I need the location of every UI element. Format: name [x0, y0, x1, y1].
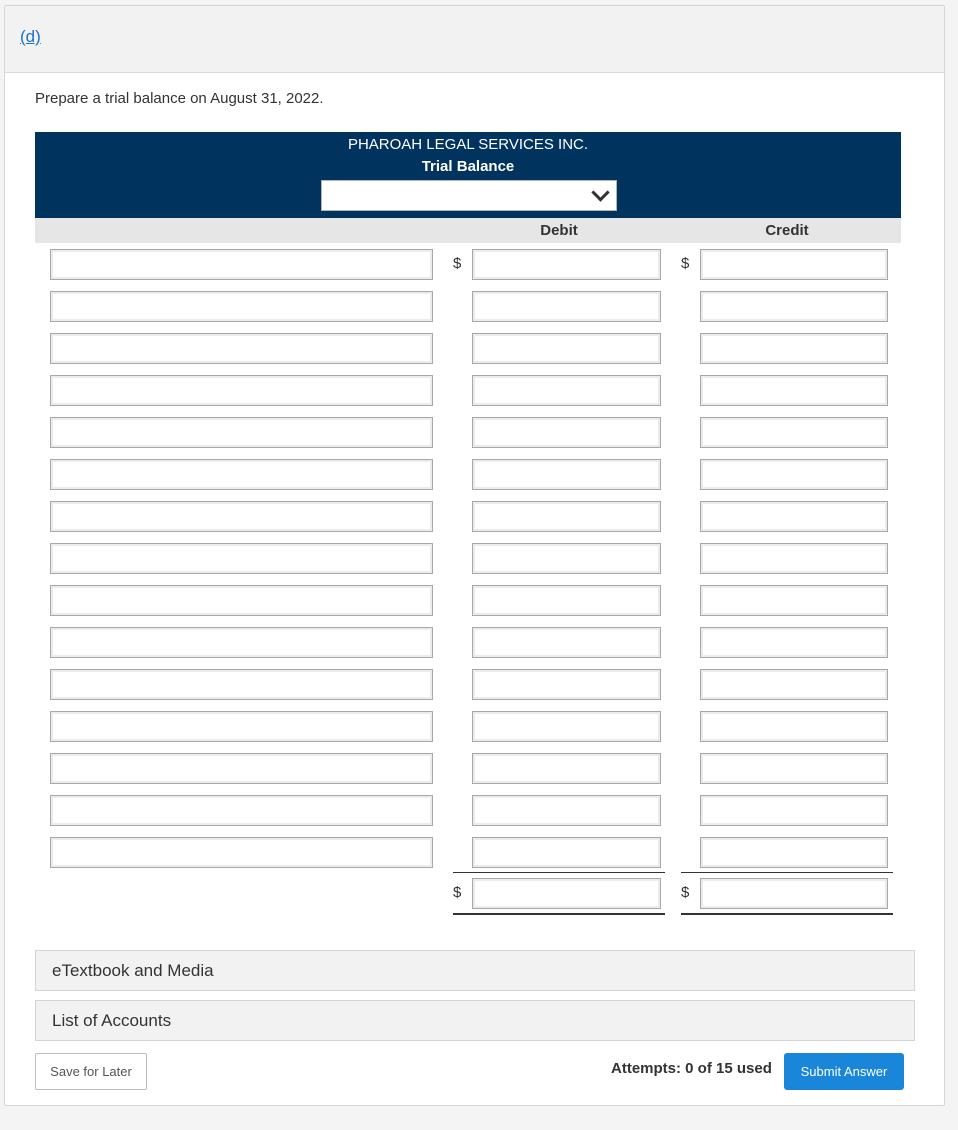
column-header-band: [35, 218, 901, 243]
part-link[interactable]: (d): [20, 27, 41, 46]
chevron-down-icon: [591, 183, 609, 201]
debit-currency-symbol: $: [453, 255, 462, 272]
list-of-accounts-accordion[interactable]: [35, 1000, 915, 1041]
part-header: [5, 6, 944, 73]
debit-amount-input[interactable]: [472, 459, 661, 490]
question-card: [4, 5, 945, 1106]
credit-amount-input[interactable]: [700, 711, 888, 742]
account-name-input[interactable]: [50, 417, 433, 448]
credit-amount-input[interactable]: [700, 459, 888, 490]
etextbook-media-accordion[interactable]: [35, 950, 915, 991]
debit-amount-input[interactable]: [472, 543, 661, 574]
debit-amount-input[interactable]: [472, 711, 661, 742]
credit-amount-input[interactable]: [700, 417, 888, 448]
credit-amount-input[interactable]: [700, 753, 888, 784]
debit-amount-input[interactable]: [472, 837, 661, 868]
credit-amount-input[interactable]: [700, 543, 888, 574]
account-name-input[interactable]: [50, 627, 433, 658]
account-name-input[interactable]: [50, 669, 433, 700]
account-name-input[interactable]: [50, 585, 433, 616]
debit-amount-input[interactable]: [472, 291, 661, 322]
debit-total-input[interactable]: [472, 878, 661, 909]
account-name-input[interactable]: [50, 711, 433, 742]
account-name-input[interactable]: [50, 459, 433, 490]
credit-total-input[interactable]: [700, 878, 888, 909]
debit-amount-input[interactable]: [472, 585, 661, 616]
etextbook-media-label: eTextbook and Media: [52, 961, 214, 980]
debit-amount-input[interactable]: [472, 501, 661, 532]
account-name-input[interactable]: [50, 837, 433, 868]
debit-amount-input[interactable]: [472, 417, 661, 448]
debit-total-currency-symbol: $: [453, 884, 462, 901]
company-name: PHAROAH LEGAL SERVICES INC.: [347, 136, 589, 153]
debit-amount-input[interactable]: [472, 753, 661, 784]
account-name-input[interactable]: [50, 795, 433, 826]
statement-title: Trial Balance: [421, 158, 515, 175]
credit-amount-input[interactable]: [700, 375, 888, 406]
credit-amount-input[interactable]: [700, 585, 888, 616]
credit-amount-input[interactable]: [700, 291, 888, 322]
credit-amount-input[interactable]: [700, 795, 888, 826]
debit-amount-input[interactable]: [472, 627, 661, 658]
credit-total-rule: [681, 872, 893, 873]
account-name-input[interactable]: [50, 249, 433, 280]
account-name-input[interactable]: [50, 333, 433, 364]
credit-amount-input[interactable]: [700, 837, 888, 868]
save-for-later-button[interactable]: Save for Later: [35, 1053, 147, 1090]
trial-balance-header: [35, 132, 901, 218]
credit-amount-input[interactable]: [700, 333, 888, 364]
credit-total-currency-symbol: $: [681, 884, 690, 901]
attempts-counter: Attempts: 0 of 15 used: [611, 1060, 772, 1077]
date-select[interactable]: [321, 180, 617, 211]
credit-column-label: Credit: [765, 222, 809, 239]
account-name-input[interactable]: [50, 753, 433, 784]
credit-currency-symbol: $: [681, 255, 690, 272]
debit-total-rule: [453, 872, 665, 873]
credit-double-rule: [681, 913, 893, 915]
debit-amount-input[interactable]: [472, 795, 661, 826]
credit-amount-input[interactable]: [700, 501, 888, 532]
debit-double-rule: [453, 913, 665, 915]
account-name-input[interactable]: [50, 543, 433, 574]
account-name-input[interactable]: [50, 375, 433, 406]
debit-amount-input[interactable]: [472, 375, 661, 406]
credit-amount-input[interactable]: [700, 627, 888, 658]
debit-amount-input[interactable]: [472, 249, 661, 280]
debit-amount-input[interactable]: [472, 669, 661, 700]
credit-amount-input[interactable]: [700, 249, 888, 280]
list-of-accounts-label: List of Accounts: [52, 1011, 172, 1030]
account-name-input[interactable]: [50, 291, 433, 322]
submit-answer-button[interactable]: Submit Answer: [784, 1053, 904, 1090]
debit-column-label: Debit: [540, 222, 578, 239]
instruction-text: Prepare a trial balance on August 31, 2022.: [35, 90, 324, 107]
credit-amount-input[interactable]: [700, 669, 888, 700]
account-name-input[interactable]: [50, 501, 433, 532]
debit-amount-input[interactable]: [472, 333, 661, 364]
